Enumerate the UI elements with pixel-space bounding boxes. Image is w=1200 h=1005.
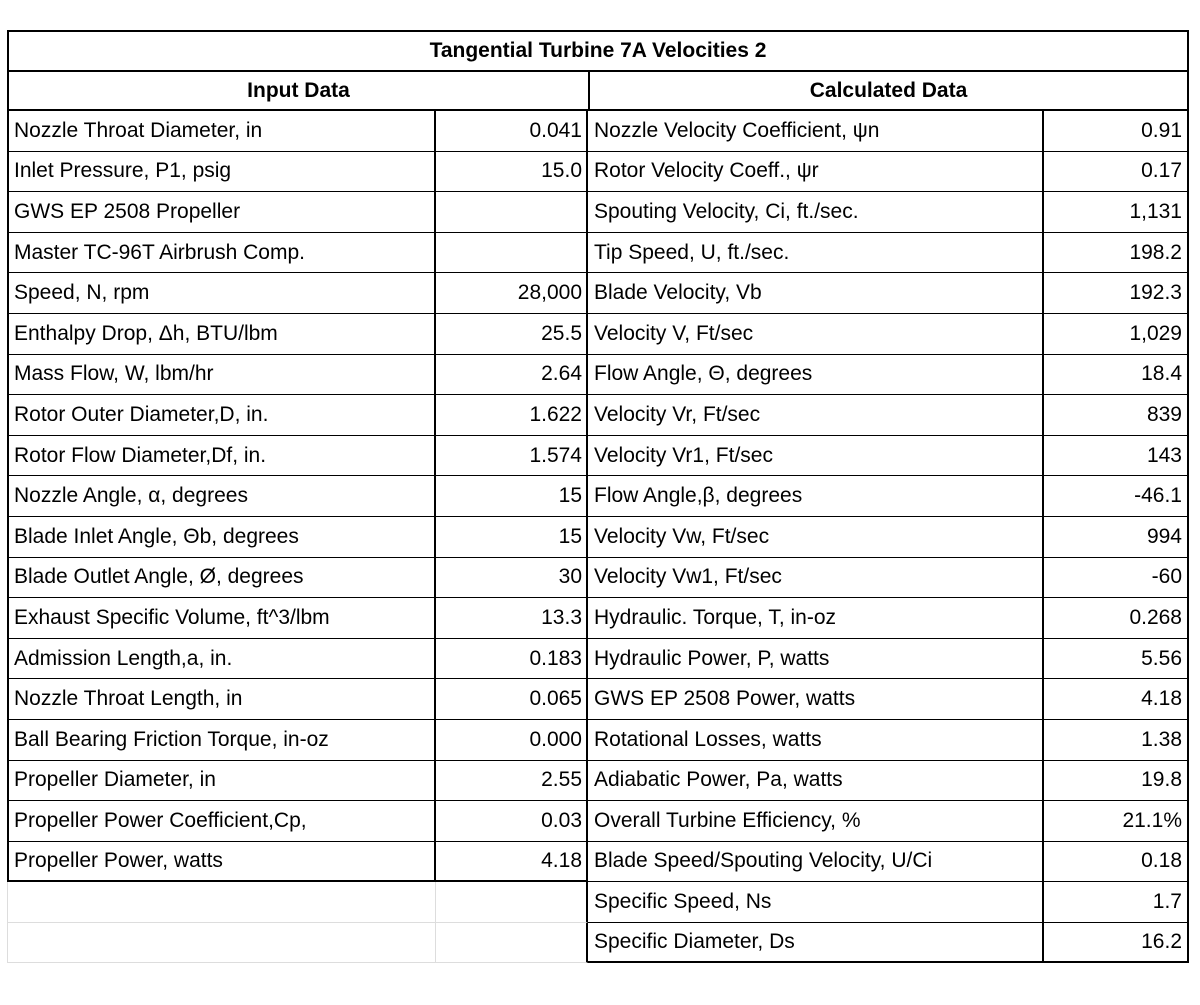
calculated-label-cell[interactable]: Hydraulic Power, P, watts [588,639,1042,680]
input-label-cell[interactable]: Propeller Diameter, in [7,761,436,802]
empty-cell[interactable] [436,923,588,964]
calculated-label-cell[interactable]: Velocity Vw1, Ft/sec [588,558,1042,599]
input-label-cell[interactable]: Nozzle Throat Diameter, in [7,111,436,152]
input-label-cell[interactable]: Blade Outlet Angle, Ø, degrees [7,558,436,599]
input-label-cell[interactable]: Mass Flow, W, lbm/hr [7,355,436,396]
input-value-cell[interactable]: 0.065 [436,679,588,720]
calculated-label-cell[interactable]: Flow Angle,β, degrees [588,476,1042,517]
calculated-value-cell[interactable]: 1.7 [1042,882,1189,923]
input-label-cell[interactable]: Rotor Flow Diameter,Df, in. [7,436,436,477]
table-row [7,801,1189,842]
calculated-label-cell[interactable]: Overall Turbine Efficiency, % [588,801,1042,842]
calculated-label-cell[interactable]: Velocity V, Ft/sec [588,314,1042,355]
calculated-label-cell[interactable]: Flow Angle, Θ, degrees [588,355,1042,396]
calculated-value-cell[interactable]: 0.268 [1042,598,1189,639]
input-label-cell[interactable]: Speed, N, rpm [7,273,436,314]
calculated-value-cell[interactable]: 1,029 [1042,314,1189,355]
input-label-cell[interactable]: Exhaust Specific Volume, ft^3/lbm [7,598,436,639]
input-label-cell[interactable]: GWS EP 2508 Propeller [7,192,436,233]
table-row [7,882,1189,923]
input-label-cell[interactable]: Admission Length,a, in. [7,639,436,680]
input-value-cell[interactable] [436,233,588,274]
table-row [7,720,1189,761]
input-label-cell[interactable]: Propeller Power, watts [7,842,436,883]
table-body [7,111,1189,963]
calculated-label-cell[interactable]: Hydraulic. Torque, T, in-oz [588,598,1042,639]
empty-cell[interactable] [7,923,436,964]
calculated-value-cell[interactable]: 1.38 [1042,720,1189,761]
input-value-cell[interactable]: 15 [436,517,588,558]
table-row [7,639,1189,680]
input-label-cell[interactable]: Nozzle Throat Length, in [7,679,436,720]
calculated-label-cell[interactable]: Specific Diameter, Ds [588,923,1042,964]
calculated-value-cell[interactable]: 19.8 [1042,761,1189,802]
input-value-cell[interactable] [436,192,588,233]
calculated-value-cell[interactable]: 198.2 [1042,233,1189,274]
input-value-cell[interactable]: 1.622 [436,395,588,436]
input-label-cell[interactable]: Ball Bearing Friction Torque, in-oz [7,720,436,761]
table-row [7,598,1189,639]
input-value-cell[interactable]: 25.5 [436,314,588,355]
calculated-value-cell[interactable]: 21.1% [1042,801,1189,842]
calculated-value-cell[interactable]: 839 [1042,395,1189,436]
table-row [7,476,1189,517]
input-value-cell[interactable]: 4.18 [436,842,588,883]
calculated-label-cell[interactable]: Blade Speed/Spouting Velocity, U/Ci [588,842,1042,883]
input-label-cell[interactable]: Rotor Outer Diameter,D, in. [7,395,436,436]
input-value-cell[interactable]: 2.55 [436,761,588,802]
input-value-cell[interactable]: 2.64 [436,355,588,396]
calculated-label-cell[interactable]: Nozzle Velocity Coefficient, ψn [588,111,1042,152]
table-row [7,233,1189,274]
input-value-cell[interactable]: 15 [436,476,588,517]
calculated-label-cell[interactable]: Specific Speed, Ns [588,882,1042,923]
table-row [7,517,1189,558]
input-label-cell[interactable]: Blade Inlet Angle, Θb, degrees [7,517,436,558]
table-row [7,152,1189,193]
calculated-label-cell[interactable]: GWS EP 2508 Power, watts [588,679,1042,720]
calculated-value-cell[interactable]: 4.18 [1042,679,1189,720]
calculated-label-cell[interactable]: Blade Velocity, Vb [588,273,1042,314]
calculated-label-cell[interactable]: Adiabatic Power, Pa, watts [588,761,1042,802]
calculated-label-cell[interactable]: Tip Speed, U, ft./sec. [588,233,1042,274]
input-value-cell[interactable]: 15.0 [436,152,588,193]
calculated-value-cell[interactable]: 16.2 [1042,923,1189,964]
calculated-label-cell[interactable]: Rotational Losses, watts [588,720,1042,761]
table-row [7,923,1189,964]
calculated-value-cell[interactable]: 0.91 [1042,111,1189,152]
input-value-cell[interactable]: 0.03 [436,801,588,842]
input-label-cell[interactable]: Enthalpy Drop, Δh, BTU/lbm [7,314,436,355]
calculated-value-cell[interactable]: 192.3 [1042,273,1189,314]
calculated-value-cell[interactable]: 143 [1042,436,1189,477]
header-row [7,70,1189,111]
table-row [7,761,1189,802]
input-value-cell[interactable]: 0.183 [436,639,588,680]
table-row [7,273,1189,314]
input-label-cell[interactable]: Inlet Pressure, P1, psig [7,152,436,193]
empty-cell[interactable] [436,882,588,923]
table-row [7,842,1189,883]
calculated-value-cell[interactable]: 1,131 [1042,192,1189,233]
input-label-cell[interactable]: Propeller Power Coefficient,Cp, [7,801,436,842]
table-row [7,679,1189,720]
spreadsheet-table [7,30,1189,963]
input-label-cell[interactable]: Nozzle Angle, α, degrees [7,476,436,517]
input-data-header: Input Data [9,72,590,109]
table-row [7,111,1189,152]
empty-cell[interactable] [7,882,436,923]
calculated-value-cell[interactable]: 0.18 [1042,842,1189,883]
table-title: Tangential Turbine 7A Velocities 2 [7,30,1189,70]
table-row [7,355,1189,396]
calculated-value-cell[interactable]: 994 [1042,517,1189,558]
input-value-cell[interactable]: 0.041 [436,111,588,152]
calculated-label-cell[interactable]: Rotor Velocity Coeff., ψr [588,152,1042,193]
input-value-cell[interactable]: 30 [436,558,588,599]
input-value-cell[interactable]: 1.574 [436,436,588,477]
calculated-data-header: Calculated Data [809,78,968,102]
input-value-cell[interactable]: 28,000 [436,273,588,314]
calculated-value-cell[interactable]: -60 [1042,558,1189,599]
calculated-value-cell[interactable]: 5.56 [1042,639,1189,680]
calculated-label-cell[interactable]: Velocity Vr, Ft/sec [588,395,1042,436]
table-row [7,314,1189,355]
calculated-label-cell[interactable]: Velocity Vw, Ft/sec [588,517,1042,558]
input-value-cell[interactable]: 13.3 [436,598,588,639]
calculated-value-cell[interactable]: -46.1 [1042,476,1189,517]
table-row [7,395,1189,436]
calculated-label-cell[interactable]: Spouting Velocity, Ci, ft./sec. [588,192,1042,233]
table-row [7,436,1189,477]
table-row [7,558,1189,599]
calculated-label-cell[interactable]: Velocity Vr1, Ft/sec [588,436,1042,477]
calculated-value-cell[interactable]: 18.4 [1042,355,1189,396]
calculated-value-cell[interactable]: 0.17 [1042,152,1189,193]
table-row [7,192,1189,233]
input-label-cell[interactable]: Master TC-96T Airbrush Comp. [7,233,436,274]
input-value-cell[interactable]: 0.000 [436,720,588,761]
